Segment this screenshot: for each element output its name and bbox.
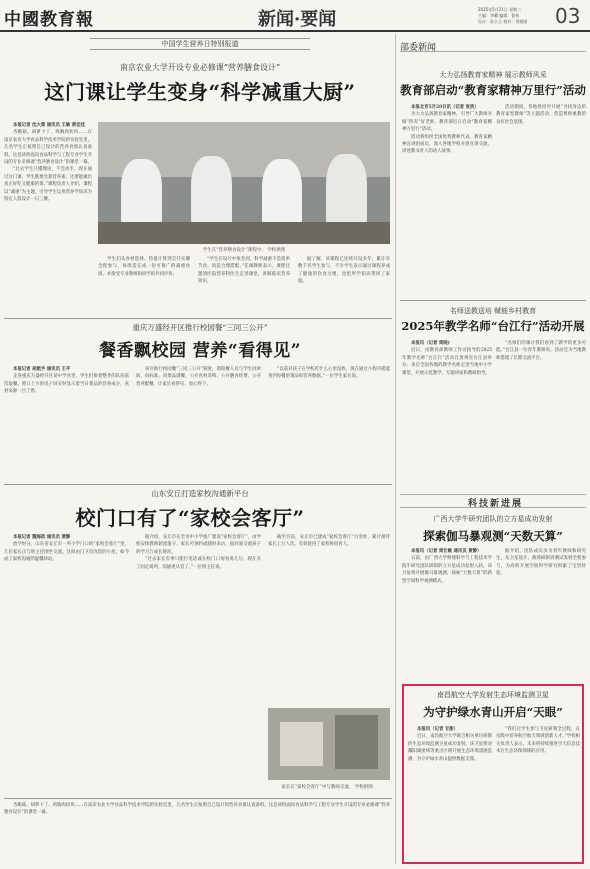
- top-article-headline: 这门课让学生变身“科学减重大厨”: [44, 80, 356, 104]
- paragraph: 该区推行校园餐“三同三公开”制度，即陪餐人员与学生同时间、同标准、同菜品就餐，公开食材采购、公开膳食经费、公开营养配餐，让家长看得见、放心得下。: [136, 367, 261, 387]
- mid-article-headline: 餐香飘校园 营养“看得见”: [99, 341, 301, 361]
- issue-date: 2025年5月21日 星期三: [478, 7, 522, 12]
- paragraph: “过去家长有事只能打电话或在校门口匆匆说几句，现在有了固定场所，沟通更从容了。”一位班主任说。: [136, 557, 261, 570]
- bottom-article-body-col2: [136, 534, 261, 784]
- paragraph: 放学时分，山东省安丘市一所小学门口的“家校会客厅”里，几位家长正与班主任围坐交流。这间由门卫室改造的小屋，如今成了家校沟通的温馨驿站。: [4, 542, 129, 563]
- paragraph: 活动期间，各地将同步开展“寻找身边的教育家型教师”等主题活动，营造尊师重教的良好社会氛围。: [496, 105, 586, 125]
- article-separator: [4, 798, 392, 799]
- top-article-byline: 本报记者 沈大雷 通讯员 王敏 黄佳佳: [13, 123, 85, 128]
- top-article-photo: [98, 122, 390, 244]
- mid-article-byline: 本报记者 胡航宇 通讯员 王平: [13, 367, 71, 372]
- rc-article4-headline: 为守护绿水青山开启“天眼”: [423, 705, 563, 719]
- rc-article3-kicker: 广西大学牛研究团队的立方星成功发射: [433, 515, 553, 523]
- science-section-bar: [400, 494, 586, 508]
- issue-meta: [478, 7, 548, 25]
- paragraph: 据介绍，团队成员多为青年教师和研究生，从卫星设计、载荷研制到测试发射全程参与，为高校开展空间科学研究积累了宝贵经验。: [496, 549, 586, 577]
- paragraph: “过去学生只懂理论，不会动手，现在通过这门课，学生既要会算营养素，还要能做出真正好吃又健康的菜。”课程负责人介绍，课程以“减重”为主题，引导学生运用营养学知识为特定人群设计一日三餐。: [4, 167, 92, 203]
- rc-article3-body-col2: [496, 548, 586, 676]
- rc-article2-body-col1: [402, 340, 492, 488]
- right-column-section-head: 部委新闻: [400, 40, 586, 52]
- series-label: 中国学生营养日特别报道: [90, 38, 310, 50]
- top-article-kicker: 南京农业大学开设专业必修课“营养膳食设计”: [119, 63, 281, 72]
- masthead: [0, 0, 590, 32]
- rc-article4-kicker: 南昌航空大学发射生态环境监测卫星: [437, 691, 549, 699]
- rc-article3-body-col1: [402, 548, 492, 676]
- continued-text: [4, 802, 390, 864]
- paragraph: 近日，南昌航空大学联合相关单位研制的生态环境监测卫星成功发射。该卫星将对鄱阳湖流域等重点区域开展生态环境遥感监测，为守护绿水青山提供数据支撑。: [408, 734, 492, 762]
- paragraph: 杏鲍菇、胡萝卜丁、鸡胸肉切块……在南京农业大学食品科学技术学院的实验室里，几名学生正按照自己设计的营养食谱认真备料。这是该校面向食品科学与工程专业学生开设的专业必修课“营养膳食设计”的课堂一幕。: [4, 803, 390, 816]
- rc-article1-byline: 本报北京5月20日讯（记者 张欣）: [411, 105, 479, 110]
- rc-article1-body-col1: [402, 104, 492, 280]
- article-separator: [400, 300, 586, 301]
- rc-article1-kicker: 大力弘扬教育家精神 展示教师风采: [439, 71, 547, 79]
- rc-article2-byline: 本报讯（记者 周晓): [411, 341, 450, 346]
- rc-article4-body-col1: [408, 726, 492, 860]
- bottom-article-photo: [268, 708, 390, 780]
- paragraph: 学生们从食材选择、热量计算到烹饪实操全程参与，每组需完成一份可推广的减重食谱，并接受专业教师和同学的共同评价。: [98, 257, 190, 277]
- mid-article-body-col1: [4, 366, 129, 478]
- top-article-body-col3: [198, 256, 290, 312]
- section-title: 新闻·要闻: [258, 9, 337, 30]
- paragraph: 日前，由广西大学物理科学与工程技术学院牛研究团队研制的立方星成功发射入轨。该卫星将开展伽马暴观测，探索“天数天算”的新型空间科学观测模式。: [402, 556, 492, 584]
- rc-article2-headline: 2025年教学名师“台江行”活动开展: [401, 319, 585, 333]
- science-section-label: 科技新进展: [468, 499, 524, 509]
- rc-article4-body-col2: [496, 726, 580, 860]
- rc-article1-headline: 教育部启动“教育家精神万里行”活动: [400, 83, 586, 97]
- mid-article-body-col3: [268, 366, 390, 478]
- bottom-article-photo-caption: 家长在“家校会客厅”中与教师交流。 学校供图: [281, 785, 373, 790]
- newspaper-logo: 中國教育報: [4, 10, 94, 30]
- paragraph: 走进重庆万盛经开区某中学食堂，学生们排着整齐的队伍依次取餐。窗口上方的电子屏实时显示着当日菜品的营养成分，食材来源一目了然。: [4, 374, 129, 395]
- top-article-body-col1: [4, 122, 92, 310]
- rc-article3-byline: 本报讯（记者 周仕敏 通讯员 黄静）: [411, 549, 482, 554]
- paragraph: 截至目前，安丘市已建成“家校会客厅”百余处，累计接待家长上万人次，有效促进了家校协同育人。: [268, 535, 390, 548]
- paragraph: “以前对孩子在学校吃什么心里没底，现在通过小程序就能查到每餐的菜品和营养数据。”一位学生家长说。: [268, 367, 390, 380]
- rc-article4-byline: 本报讯（记者 甘甜）: [417, 727, 459, 732]
- bottom-article-body-col1: [4, 534, 129, 784]
- bottom-article-byline: 本报记者 魏海政 通讯员 黄静: [13, 535, 71, 540]
- top-article-body-col4: [298, 256, 390, 312]
- article-separator: [4, 318, 392, 319]
- mid-article-kicker: 重庆万盛经开区推行校园餐“三同三公开”: [132, 323, 268, 332]
- paragraph: “我们让学生参与卫星研制全过程，在实践中培养航空航天领域创新人才。”学校相关负责人表示，未来将持续推进空天信息技术在生态环保领域的应用。: [496, 727, 580, 755]
- column-divider: [395, 34, 396, 864]
- top-article-photo-caption: 学生在“营养膳食设计”课程中。 学校供图: [202, 248, 286, 253]
- paragraph: 据了解，该课程已连续开设多年，累计有数千名学生参与，不少学生表示通过课程养成了健康的饮食习惯，也把所学知识带回了家庭。: [298, 257, 390, 285]
- top-article-body-col2: [98, 256, 190, 312]
- paragraph: “学生在设计中体会到，科学减重不是简单节食，而是合理搭配。”任课教师表示，课程还邀请医院营养科医生走进课堂，讲解临床营养知识。: [198, 257, 290, 285]
- issue-designers: 设计：孙小王 校对：刘建刚: [478, 19, 528, 24]
- issue-editors: 主编：李曜 编辑：曹伟: [478, 13, 520, 18]
- paragraph: 据介绍，安丘市在全市中小学推广建设“家校会客厅”，由学校安排教师轮流值守，家长可预约或随时来访，面对面交流孩子的学习与成长情况。: [136, 535, 261, 555]
- bottom-article-kicker: 山东安丘打造家校沟通新平台: [151, 489, 249, 498]
- paragraph: 活动将组织全国优秀教师代表、教育家精神宣讲团成员，深入各地学校开展宣讲交流，讲述教书育人的动人故事。: [402, 134, 492, 155]
- mid-article-body-col2: [136, 366, 261, 478]
- article-separator: [4, 484, 392, 485]
- rc-article2-body-col2: [496, 340, 586, 488]
- paragraph: 近日，由教育部教师工作司指导的2025年教学名师“台江行”活动在贵州省台江县举办。来自全国各地的教学名师走进当地中小学课堂，开展示范教学、专题讲座和教研指导。: [402, 348, 492, 376]
- page-number: 03: [555, 4, 581, 28]
- rc-article3-headline: 探索伽马暴观测“天数天算”: [423, 529, 563, 543]
- rc-article1-body-col2: [496, 104, 586, 280]
- rc-article2-kicker: 名师送教送培 赋能乡村教育: [449, 307, 537, 315]
- paragraph: 为大力弘扬教育家精神，引导广大教师争做“四有”好老师，教育部近日启动“教育家精神万里行”活动。: [402, 112, 492, 133]
- paragraph: “名师们的课让我们看到了教学的更多可能。”台江县一位青年教师说。活动还为当地教师搭建了长期交流平台。: [496, 341, 586, 361]
- paragraph: 杏鲍菇、胡萝卜丁、鸡胸肉切块……在南京农业大学食品科学技术学院的实验室里，几名学生正按照自己设计的营养食谱认真备料。这是该校面向食品科学与工程专业学生开设的专业必修课“营养膳食设计”的课堂一幕。: [4, 130, 92, 166]
- bottom-article-headline: 校门口有了“家校会客厅”: [75, 506, 305, 530]
- bottom-article-body-col3: [268, 534, 390, 704]
